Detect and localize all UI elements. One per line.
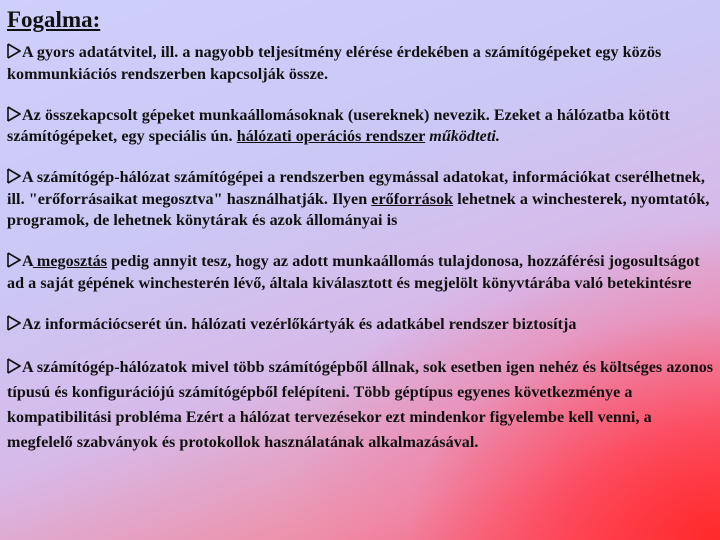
paragraph-text: A számítógép-hálózat számítógépei a rendszerben egymással adatokat, információkat cserélhetnek, ill. "erőforrásaikat megosztva" használhatják. Ilyen [7, 169, 705, 208]
arrow-bullet-icon [7, 43, 21, 59]
arrow-bullet-icon [7, 315, 21, 331]
paragraph-text: Az összekapcsolt gépeket munkaállomásoknak (usereknek) nevezik. Ezeket a hálózatba kötött számítógépeket, egy speciális ún. [7, 106, 670, 145]
paragraph-text: A gyors adatátvitel, ill. a nagyobb teljesítmény elérése érdekében a számítógépeket egy közös kommunkiációs rendszerben kapcsolják össze. [7, 44, 662, 83]
bullet-paragraph-4 [7, 251, 715, 294]
arrow-bullet-icon [7, 358, 21, 374]
paragraph-text: pedig annyit tesz, hogy az adott munkaállomás tulajdonosa, hozzáférési jogosultságot ad a saját gépének winchesterén lévő, általa kiválasztott és megjelölt könyvtárába való betekintésre [7, 253, 700, 292]
arrow-bullet-icon [7, 168, 21, 184]
paragraph-text: A [22, 253, 33, 270]
bullet-paragraph-2 [7, 105, 715, 148]
underlined-term: erőforrások [371, 190, 454, 208]
slide-content [7, 42, 715, 474]
bullet-paragraph-1 [7, 42, 715, 85]
arrow-bullet-icon [7, 252, 21, 268]
paragraph-text: Az információcserét ún. hálózati vezérlőkártyák és adatkábel rendszer biztosítja [22, 315, 577, 333]
underlined-term: megosztás [32, 253, 108, 270]
paragraph-text: A számítógép-hálózatok mivel több számítógépből állnak, sok esetben igen nehéz és költséges azonos típusú és konfigurációjú számítógépből felépíteni. Több géptípus egyenes következménye a kompatibilitási probléma Ezért a hálózat tervezésekor ezt mindenkor figyelembe kell venni, a megfelelő szabványok és protokollok használatának alkalmazásával. [7, 358, 714, 451]
bullet-paragraph-3 [7, 167, 715, 232]
slide-title: Fogalma: [7, 7, 101, 32]
paragraph-text-italic: működteti. [429, 128, 500, 145]
bullet-paragraph-6 [7, 355, 715, 455]
underlined-term: hálózati operációs rendszer [236, 128, 426, 145]
bullet-paragraph-5 [7, 314, 715, 336]
paragraph-text: lehetnek a winchesterek, nyomtatók, programok, de lehetnek könytárak és azok állományai is [7, 190, 710, 229]
arrow-bullet-icon [7, 106, 21, 122]
